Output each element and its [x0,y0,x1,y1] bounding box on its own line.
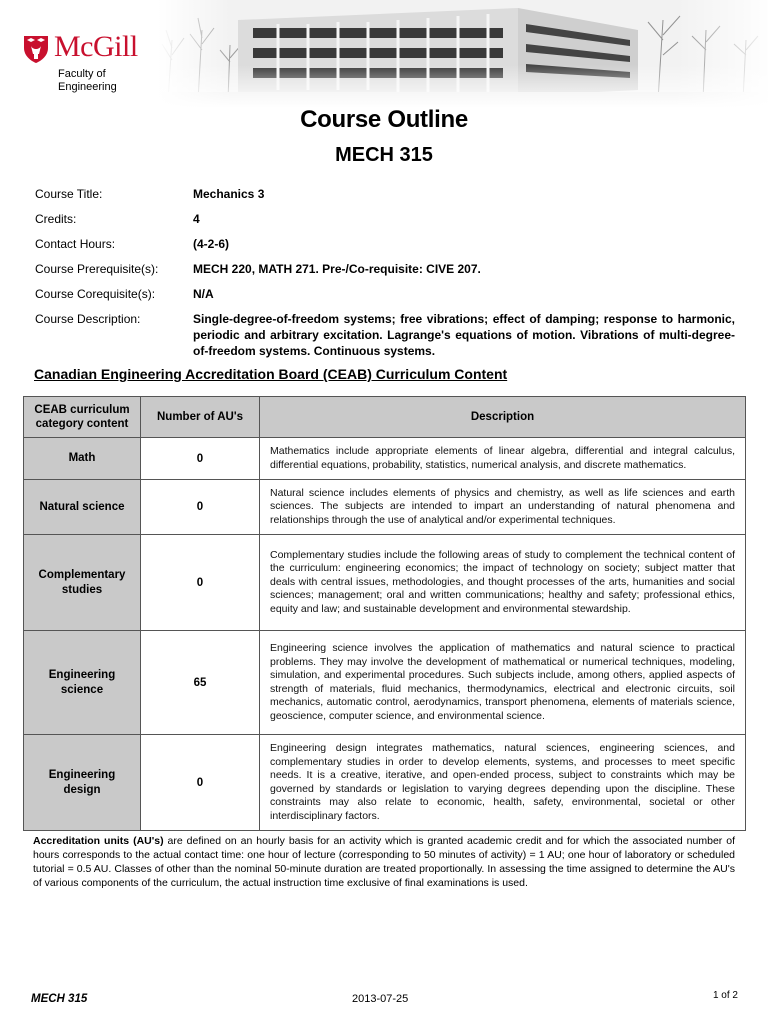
footer-page-number: 1 of 2 [712,990,738,1001]
info-row-description [35,311,735,359]
faculty-line-1: Faculty of [58,68,106,80]
info-row-title [35,186,735,202]
au-term: Accreditation units (AU's) [33,835,164,847]
info-value: 4 [193,212,200,226]
au-definition: are defined on an hourly basis for an activity which is granted academic credit and for which the associated number of hours corresponds to the actual contact time: one hour of lecture (corresponding to 50 minutes of activity) = 1 AU; one hour of laboratory or scheduled tutorial = 0.5 AU. Classes of other than the nominal 50-minute duration are treated proportionally. In assessing the time assigned to determine the AU's of various components of the curriculum, the actual instruction time exclusive of final examinations is used. [33,835,735,889]
description-cell: Engineering science involves the application of mathematics and natural science to practical problems. They may involve the development of mathematical or numerical techniques, modeling, simulation, and experimental procedures. Such subjects include, among others, applied aspects of strength of materials, fluid mechanics, thermodynamics, electrical and electronic circuits, soil mechanics, automatic control, aerodynamics, transport phenomena, elements of materials science, geoscience, computer science, and environmental science. [260,631,746,735]
info-row-corequisites [35,286,735,302]
aus-cell: 0 [141,735,260,831]
aus-cell: 0 [141,438,260,480]
info-value: (4-2-6) [193,237,230,251]
category-cell: Math [24,438,141,480]
description-cell: Mathematics include appropriate elements of linear algebra, differential and integral calculus, differential equations, probability, statistics, numerical analysis, and discrete mathematics. [260,438,746,480]
table-row [24,535,746,631]
info-label: Course Prerequisite(s): [35,262,159,276]
description-cell: Engineering design integrates mathematics, natural sciences, engineering sciences, and complementary studies in order to develop elements, systems, and processes to meet specific needs. It is a creative, iterative, and open-ended process, subject to constraints which may be governed by standards or legislation to varying degrees depending upon the discipline. These constraints may also relate to economic, health, safety, environmental, societal or other interdisciplinary factors. [260,735,746,831]
info-value: N/A [193,287,214,301]
info-label: Course Corequisite(s): [35,287,156,301]
faculty-line-2: Engineering [58,81,117,93]
category-cell: Engineering science [24,631,141,735]
description-cell: Complementary studies include the following areas of study to complement the technical content of the curriculum: engineering economics; the impact of technology on society; subject matter that deals with central issues, methodologies, and thought processes of the arts, humanities and social sciences; management; oral and written communications; healthy and safety; professional ethics, equity and law; and sustainable development and environmental stewardship. [260,535,746,631]
ceab-table [23,396,746,831]
info-row-prerequisites [35,261,735,277]
info-label: Course Title: [35,187,103,201]
ceab-section-heading: Canadian Engineering Accreditation Board (CEAB) Curriculum Content [34,366,508,382]
column-header-description: Description [260,397,746,438]
campus-building-photo [158,0,768,108]
mcgill-shield-icon [22,34,50,64]
aus-cell: 0 [141,535,260,631]
category-cell: Engineering design [24,735,141,831]
page-header [0,0,768,110]
footer-course-code: MECH 315 [31,993,88,1005]
table-row [24,735,746,831]
table-row [24,631,746,735]
column-header-category: CEAB curriculum category content [24,397,141,438]
category-cell: Complementary studies [24,535,141,631]
aus-cell: 0 [141,480,260,535]
aus-cell: 65 [141,631,260,735]
info-row-contact-hours [35,236,735,252]
course-info [35,186,735,368]
description-cell: Natural science includes elements of physics and chemistry, as well as life sciences and earth sciences. The subjects are intended to impart an understanding of natural phenomena and relationships through the use of analytical and/or experimental techniques. [260,480,746,535]
category-cell: Natural science [24,480,141,535]
institution-wordmark: McGill [54,30,138,63]
info-label: Course Description: [35,312,141,326]
info-row-credits [35,211,735,227]
page-title: Course Outline [300,106,468,133]
course-code-heading: MECH 315 [335,144,433,166]
table-row [24,438,746,480]
table-header-row [24,397,746,438]
footer-date: 2013-07-25 [352,993,409,1005]
column-header-aus: Number of AU's [141,397,260,438]
table-row [24,480,746,535]
info-value: MECH 220, MATH 271. Pre-/Co-requisite: CIVE 207. [193,262,481,276]
info-value: Mechanics 3 [193,187,265,201]
accreditation-units-note [33,834,735,890]
info-label: Credits: [35,212,77,226]
info-value: Single-degree-of-freedom systems; free vibrations; effect of damping; response to harmonic, periodic and arbitrary excitation. Lagrange's equations of motion. Vibrations of multi-degree-of-freedom systems. Continuous systems. [193,312,735,358]
info-label: Contact Hours: [35,237,116,251]
